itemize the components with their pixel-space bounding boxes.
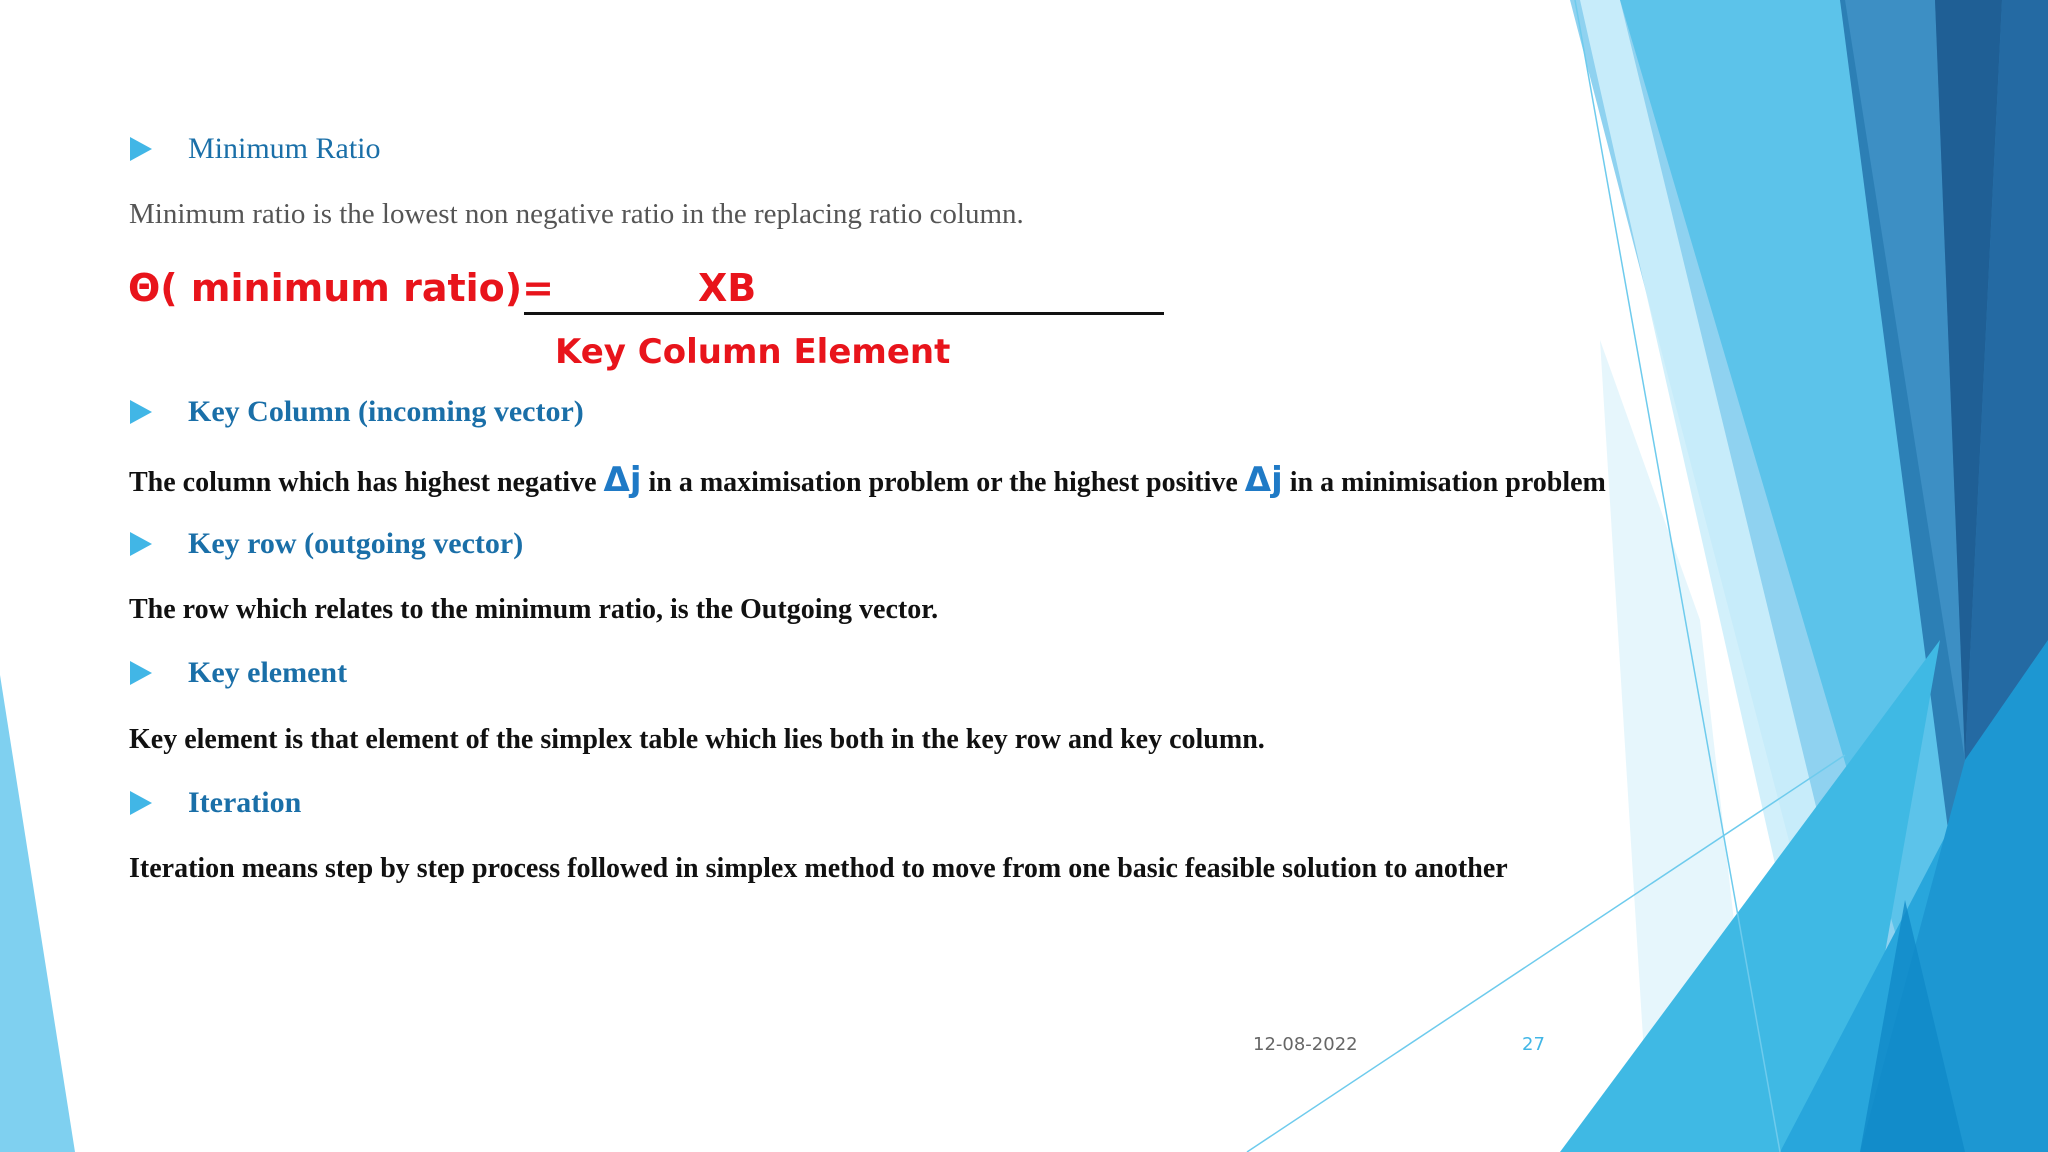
bullet-iteration — [130, 786, 301, 820]
footer-date: 12-08-2022 — [1253, 1034, 1358, 1055]
bullet-label: Key Column (incoming vector) — [188, 395, 584, 428]
triangle-bullet-icon — [130, 400, 152, 424]
bullet-key-element — [130, 656, 347, 690]
text-segment: in a minimisation problem — [1282, 467, 1606, 498]
key-element-description: Key element is that element of the simplex table which lies both in the key row and key column. — [129, 724, 1265, 755]
triangle-bullet-icon — [130, 791, 152, 815]
triangle-bullet-icon — [130, 137, 152, 161]
formula-numerator: XB — [698, 266, 757, 310]
delta-j-symbol: Δj — [1244, 460, 1283, 500]
text-segment: The column which has highest negative — [129, 467, 604, 498]
text-segment: in a maximisation problem or the highest positive — [641, 467, 1245, 498]
bullet-key-column — [130, 395, 584, 429]
delta-j-symbol: Δj — [603, 460, 642, 500]
formula-denominator: Key Column Element — [555, 332, 951, 372]
minimum-ratio-description: Minimum ratio is the lowest non negative ratio in the replacing ratio column. — [129, 198, 1024, 230]
bullet-key-row — [130, 527, 523, 561]
bullet-label: Key element — [188, 656, 348, 689]
bullet-minimum-ratio — [130, 132, 381, 166]
bullet-label: Key row (outgoing vector) — [188, 527, 524, 560]
bullet-label: Minimum Ratio — [188, 132, 381, 165]
key-row-description: The row which relates to the minimum ratio, is the Outgoing vector. — [129, 594, 939, 625]
key-column-description — [129, 460, 1606, 500]
footer-page-number: 27 — [1522, 1034, 1545, 1055]
fraction-bar — [524, 312, 1164, 315]
bullet-label: Iteration — [188, 786, 302, 819]
triangle-bullet-icon — [130, 532, 152, 556]
iteration-description: Iteration means step by step process followed in simplex method to move from one basic feasible solution to another — [129, 853, 1508, 884]
formula-lhs: Θ( minimum ratio)= — [128, 266, 554, 310]
triangle-bullet-icon — [130, 661, 152, 685]
